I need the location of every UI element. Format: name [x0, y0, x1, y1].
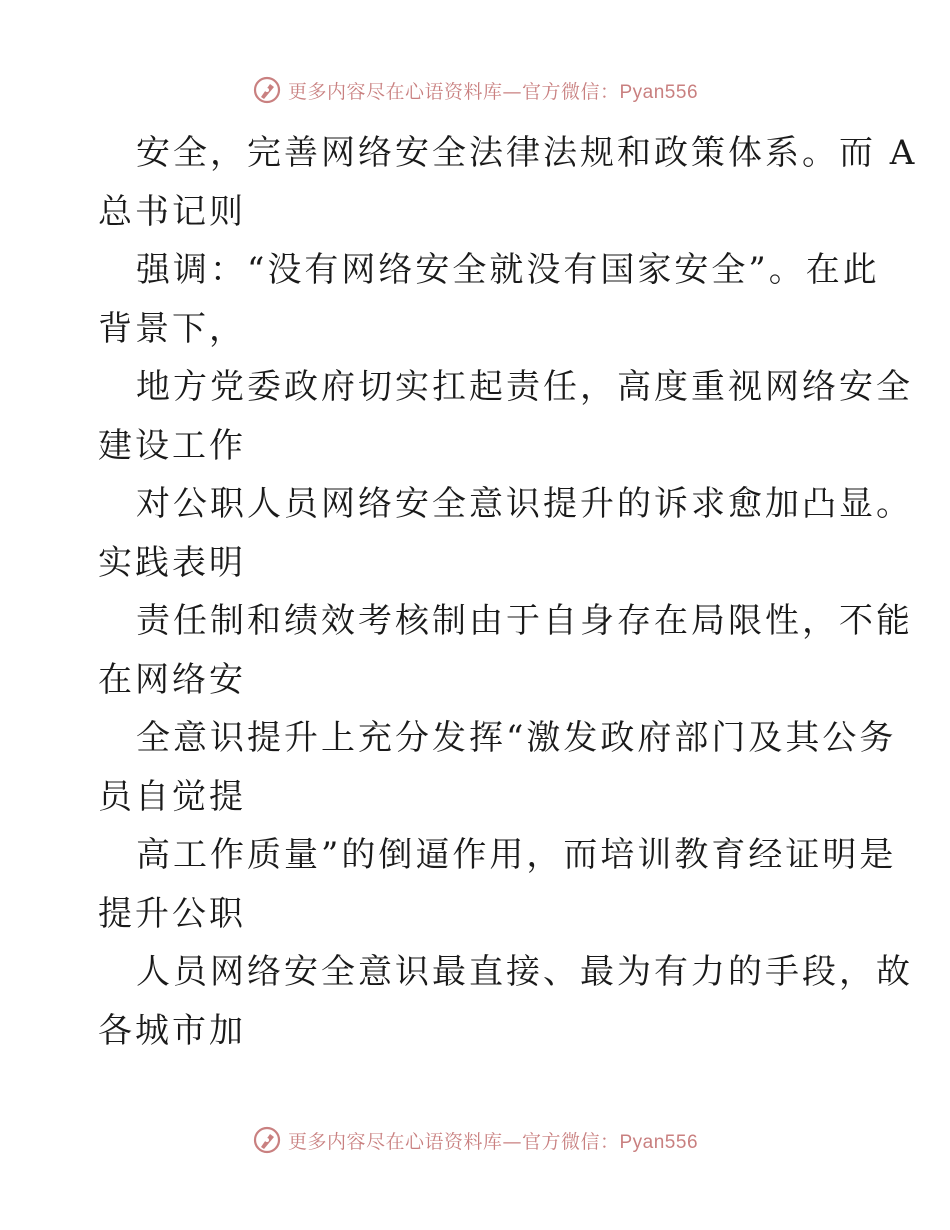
- text-line: 地方党委政府切实扛起责任，高度重视网络安全: [136, 367, 913, 407]
- text-line: 建设工作: [98, 425, 246, 466]
- text-line: 背景下，: [98, 308, 246, 349]
- text-line: 全意识提升上充分发挥“激发政府部门及其公务: [136, 718, 897, 758]
- document-body: [98, 124, 918, 1060]
- text-line: 在网络安: [98, 659, 246, 700]
- text-line: 实践表明: [98, 542, 246, 583]
- text-line: 对公职人员网络安全意识提升的诉求愈加凸显。: [136, 484, 913, 524]
- text-line: 提升公职: [98, 893, 246, 934]
- text-line: 员自觉提: [98, 776, 246, 817]
- wechat-id: Pyan556: [619, 81, 699, 103]
- text-line: 强调：“没有网络安全就没有国家安全”。在此: [136, 250, 880, 290]
- text-line: 高工作质量”的倒逼作用，而培训教育经证明是: [136, 835, 897, 875]
- wechat-id: Pyan556: [619, 1131, 699, 1153]
- text-line: 各城市加: [98, 1010, 246, 1051]
- text-line: 安全，完善网络安全法律法规和政策体系。而 A: [136, 133, 918, 173]
- pen-nib-seal-icon: [252, 1125, 282, 1155]
- text-line: 人员网络安全意识最直接、最为有力的手段，故: [136, 952, 913, 992]
- text-line: 总书记则: [98, 191, 246, 232]
- page-footer-watermark: [0, 1122, 950, 1158]
- watermark-text: 更多内容尽在心语资料库—官方微信：Pyan556: [287, 80, 699, 103]
- page-header-watermark: [0, 72, 950, 108]
- watermark-text: 更多内容尽在心语资料库—官方微信：Pyan556: [287, 1130, 699, 1153]
- pen-nib-seal-icon: [252, 75, 282, 105]
- text-line: 责任制和绩效考核制由于自身存在局限性，不能: [136, 601, 913, 641]
